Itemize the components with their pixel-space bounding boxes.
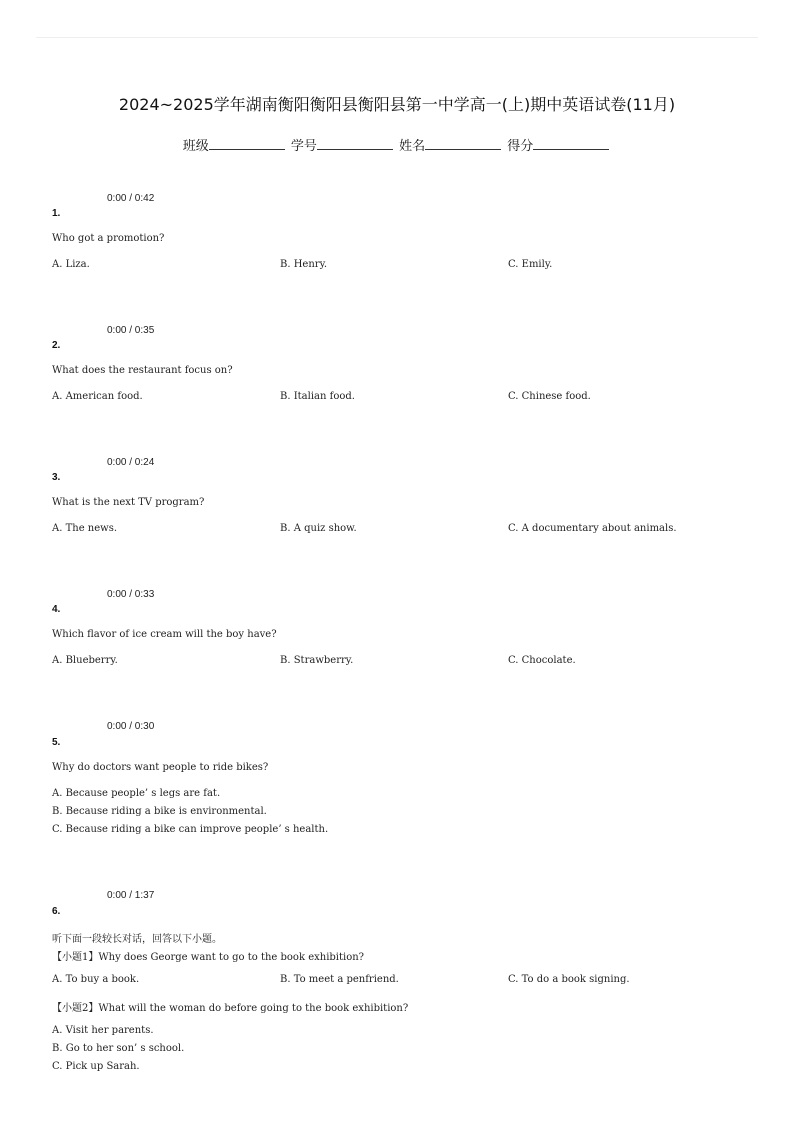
audio-player-time[interactable]: 0:00 / 0:30 xyxy=(107,721,155,732)
name-blank[interactable] xyxy=(425,137,501,150)
option-c: C. A documentary about animals. xyxy=(508,523,677,534)
student-info-line xyxy=(0,135,794,154)
sub2-option-c: C. Pick up Sarah. xyxy=(52,1061,140,1072)
student-id-label: 学号 xyxy=(290,139,317,154)
option-a: A. The news. xyxy=(52,523,118,534)
option-a: A. American food. xyxy=(52,391,143,402)
question-number: 6. xyxy=(52,906,61,917)
name-label: 姓名 xyxy=(399,139,426,154)
header-divider xyxy=(36,37,758,38)
class-label: 班级 xyxy=(182,139,209,154)
option-b: B. A quiz show. xyxy=(280,523,357,534)
option-c: C. Because riding a bike can improve people’ s health. xyxy=(52,824,329,835)
subquestion-2-stem: 【小题2】What will the woman do before going to the book exhibition? xyxy=(52,1003,409,1014)
question-number: 3. xyxy=(52,472,61,483)
question-stem: Why do doctors want people to ride bikes? xyxy=(52,762,269,773)
audio-player-time[interactable]: 0:00 / 0:33 xyxy=(107,589,155,600)
sub1-option-b: B. To meet a penfriend. xyxy=(280,974,399,985)
score-label: 得分 xyxy=(507,139,534,154)
audio-player-time[interactable]: 0:00 / 1:37 xyxy=(107,890,155,901)
option-b: B. Strawberry. xyxy=(280,655,354,666)
question-stem: What is the next TV program? xyxy=(52,497,205,508)
question-intro: 听下面一段较长对话，回答以下小题。 xyxy=(52,934,222,945)
question-number: 5. xyxy=(52,737,61,748)
audio-player-time[interactable]: 0:00 / 0:24 xyxy=(107,457,155,468)
sub1-option-c: C. To do a book signing. xyxy=(508,974,630,985)
option-b: B. Henry. xyxy=(280,259,328,270)
audio-player-time[interactable]: 0:00 / 0:35 xyxy=(107,325,155,336)
sub1-option-a: A. To buy a book. xyxy=(52,974,140,985)
question-stem: What does the restaurant focus on? xyxy=(52,365,233,376)
subquestion-1-stem: 【小题1】Why does George want to go to the book exhibition? xyxy=(52,952,365,963)
score-blank[interactable] xyxy=(533,137,609,150)
option-c: C. Chinese food. xyxy=(508,391,591,402)
option-a: A. Because people’ s legs are fat. xyxy=(52,788,221,799)
question-stem: Which flavor of ice cream will the boy have? xyxy=(52,629,277,640)
question-number: 1. xyxy=(52,208,61,219)
audio-player-time[interactable]: 0:00 / 0:42 xyxy=(107,193,155,204)
sub2-option-a: A. Visit her parents. xyxy=(52,1025,154,1036)
option-a: A. Blueberry. xyxy=(52,655,118,666)
question-number: 2. xyxy=(52,340,61,351)
student-id-blank[interactable] xyxy=(317,137,393,150)
page-title: 2024~2025学年湖南衡阳衡阳县衡阳县第一中学高一(上)期中英语试卷(11月) xyxy=(118,95,676,114)
option-b: B. Because riding a bike is environmental. xyxy=(52,806,267,817)
option-c: C. Emily. xyxy=(508,259,553,270)
question-number: 4. xyxy=(52,604,61,615)
class-blank[interactable] xyxy=(209,137,285,150)
option-b: B. Italian food. xyxy=(280,391,355,402)
option-a: A. Liza. xyxy=(52,259,90,270)
question-stem: Who got a promotion? xyxy=(52,233,165,244)
sub2-option-b: B. Go to her son’ s school. xyxy=(52,1043,185,1054)
option-c: C. Chocolate. xyxy=(508,655,576,666)
